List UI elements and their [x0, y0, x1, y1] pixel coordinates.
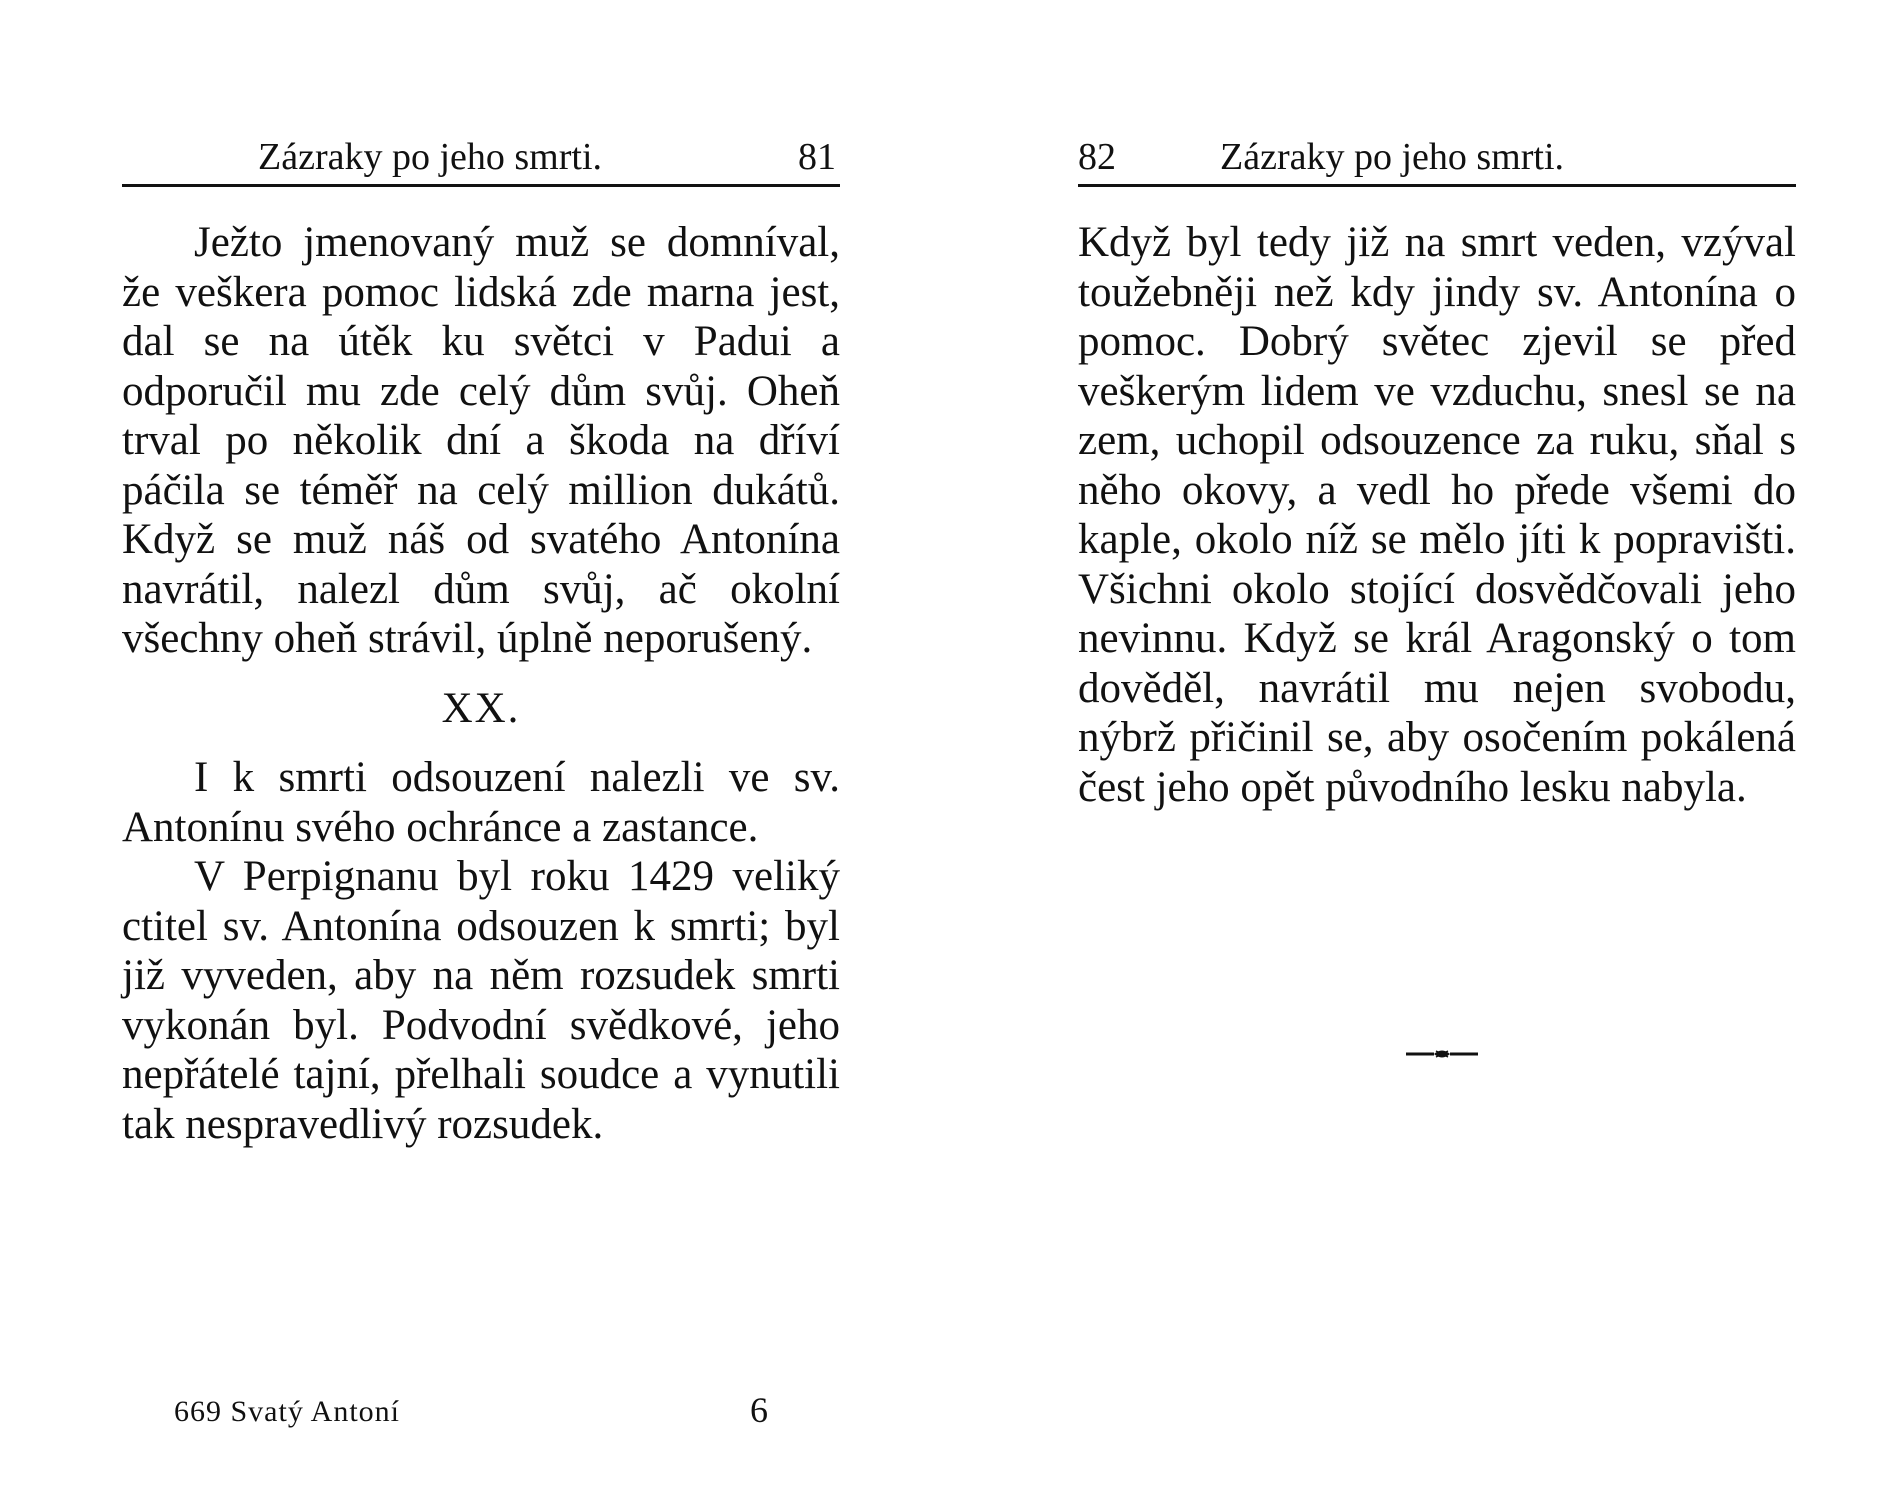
paragraph: Když byl tedy již na smrt veden, vzýval toužebněji než kdy jindy sv. Antonína o pomoc. Dobrý světec zjevil se před veškerým lidem ve vzduchu, snesl se na zem, uchopil odsouzence za ruku, sňal s něho okovy, a vedl ho přede všemi do kaple, okolo níž se mělo jíti k popravišti. Všichni okolo stojící dosvědčovali jeho nevinnu. Když se král Aragonský o tom dověděl, navrátil mu nejen svobodu, nýbrž přičinil se, aby osočením pokálená čest jeho opět původního lesku nabyla. [1078, 219, 1796, 811]
footer-signature: 669 Svatý Antoní [174, 1395, 401, 1428]
header-rule [1078, 184, 1796, 187]
running-title: Zázraky po jeho smrti. [258, 136, 603, 178]
running-title: Zázraky po jeho smrti. [1220, 136, 1565, 178]
page-number: 82 [1078, 136, 1116, 178]
footer-sheet-number: 6 [750, 1390, 768, 1430]
running-head [122, 132, 840, 182]
page-body [122, 218, 840, 1149]
running-head [1078, 132, 1796, 182]
chapter-title: I k smrti odsouzení nalezli ve sv. Antonínu svého ochránce a zastance. [122, 754, 840, 851]
page-body [1078, 218, 1796, 812]
page-number: 81 [798, 136, 836, 178]
header-rule [122, 184, 840, 187]
paragraph: Ježto jmenovaný muž se domníval, že veškera pomoc lidská zde marna jest, dal se na útěk ku světci v Padui a odporučil mu zde celý dům svůj. Oheň trval po několik dní a škoda na dříví páčila se téměř na celý million dukátů. Když se muž náš od svatého Antonína navrátil, nalezl dům svůj, ač okolní všechny oheň strávil, úplně neporušený. [122, 219, 840, 662]
paragraph: V Perpignanu byl roku 1429 veliký ctitel sv. Antonína odsouzen k smrti; byl již vyveden, aby na něm rozsudek smrti vykonán byl. Podvodní svědkové, jeho nepřátelé tajní, přelhali soudce a vynutili tak nespravedlivý rozsudek. [122, 853, 840, 1148]
chapter-number: XX. [441, 684, 521, 732]
end-ornament-icon [1404, 1046, 1480, 1062]
